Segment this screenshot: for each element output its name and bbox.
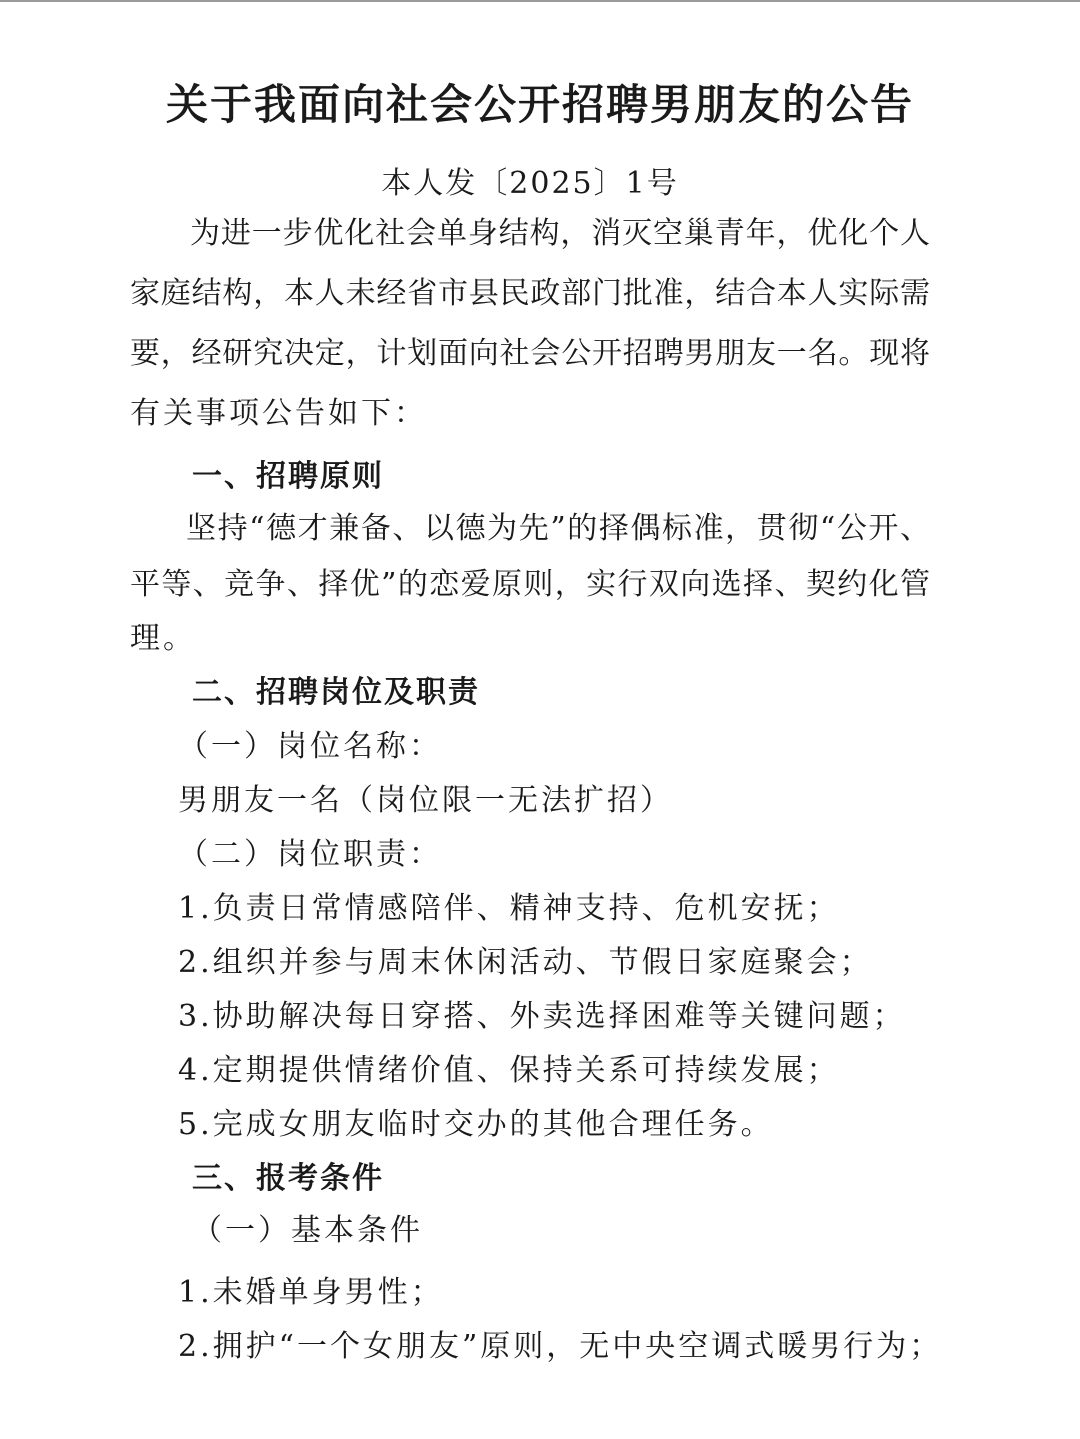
duty-item: 5.完成女朋友临时交办的其他合理任务。	[178, 1107, 774, 1142]
duty-item: 2.组织并参与周末休闲活动、节假日家庭聚会；	[178, 945, 873, 980]
intro-line-4: 有关事项公告如下：	[130, 396, 427, 431]
document-title: 关于我面向社会公开招聘男朋友的公告	[165, 80, 914, 129]
section-3-heading: 三、报考条件	[192, 1161, 384, 1196]
condition-item: 2.拥护“一个女朋友”原则，无中央空调式暖男行为；	[178, 1329, 943, 1364]
section-3-sub1-heading: （一）基本条件	[192, 1213, 423, 1248]
condition-item: 1.未婚单身男性；	[178, 1275, 444, 1310]
section-2-sub1-heading: （一）岗位名称：	[178, 729, 442, 764]
section-1-line-3: 理。	[130, 621, 196, 656]
intro-line-3: 要，经研究决定，计划面向社会公开招聘男朋友一名。现将	[130, 336, 930, 371]
section-1-line-1: 坚持“德才兼备、以德为先”的择偶标准，贯彻“公开、	[186, 511, 930, 546]
section-1-heading: 一、招聘原则	[192, 459, 384, 494]
section-1-line-2: 平等、竞争、择优”的恋爱原则，实行双向选择、契约化管	[130, 567, 930, 602]
duty-item: 3.协助解决每日穿搭、外卖选择困难等关键问题；	[178, 999, 906, 1034]
duty-item: 4.定期提供情绪价值、保持关系可持续发展；	[178, 1053, 840, 1088]
intro-line-2: 家庭结构，本人未经省市县民政部门批准，结合本人实际需	[130, 276, 930, 311]
intro-line-1: 为进一步优化社会单身结构，消灭空巢青年，优化个人	[190, 216, 930, 251]
section-2-heading: 二、招聘岗位及职责	[192, 675, 480, 710]
duty-item: 1.负责日常情感陪伴、精神支持、危机安抚；	[178, 891, 840, 926]
position-name: 男朋友一名（岗位限一无法扩招）	[178, 783, 673, 818]
section-2-sub2-heading: （二）岗位职责：	[178, 837, 442, 872]
document-number: 本人发〔2025〕1号	[381, 166, 679, 201]
